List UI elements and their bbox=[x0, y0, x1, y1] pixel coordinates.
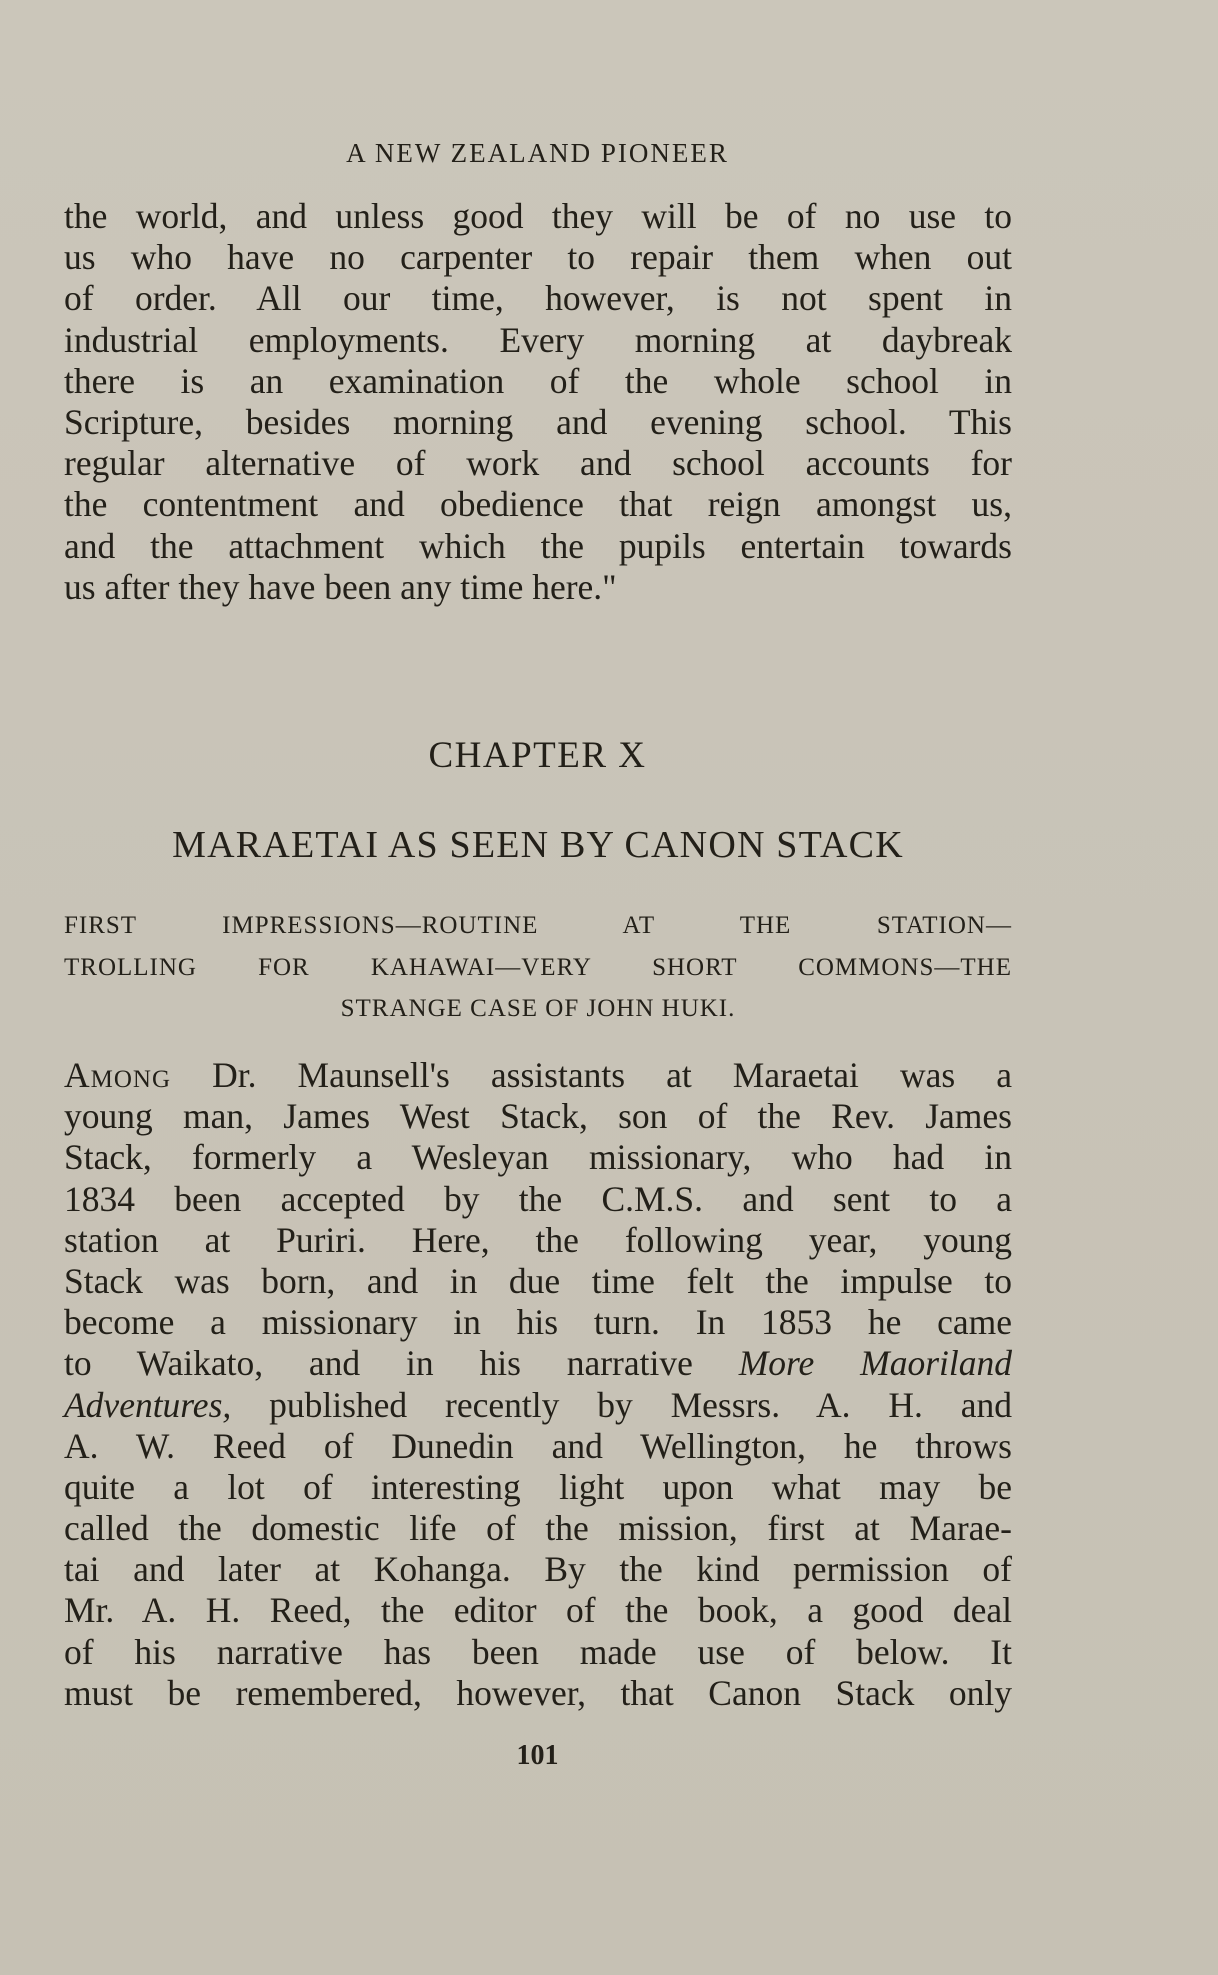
text-line bbox=[64, 1385, 1012, 1426]
text-line: young man, James West Stack, son of the Rev. James bbox=[64, 1096, 1012, 1137]
text-segment: Dr. Maunsell's assistants at Maraetai was a bbox=[171, 1055, 1012, 1095]
text-line: us who have no carpenter to repair them when out bbox=[64, 237, 1012, 278]
synopsis-line: FIRST IMPRESSIONS—ROUTINE AT THE STATION— bbox=[64, 912, 1012, 939]
text-line: A. W. Reed of Dunedin and Wellington, he throws bbox=[64, 1425, 1012, 1466]
text-segment: to Waikato, and in his narrative bbox=[64, 1343, 739, 1384]
chapter-title: MARAETAI AS SEEN BY CANON STACK bbox=[172, 824, 904, 866]
page-number: 101 bbox=[516, 1740, 559, 1771]
text-line: become a missionary in his turn. In 1853 he came bbox=[64, 1302, 1012, 1343]
chapter-synopsis bbox=[64, 905, 1012, 1030]
text-line: and the attachment which the pupils entertain towards bbox=[64, 525, 1012, 566]
text-line: industrial employments. Every morning at daybreak bbox=[64, 319, 1012, 360]
synopsis-line: TROLLING FOR KAHAWAI—VERY SHORT COMMONS—THE bbox=[64, 953, 1012, 981]
paragraph-continuation bbox=[64, 196, 1012, 608]
book-title: More Maoriland bbox=[738, 1343, 1012, 1384]
paragraph-body bbox=[64, 1055, 1012, 1714]
text-line: us after they have been any time here." bbox=[64, 566, 617, 607]
text-line: tai and later at Kohanga. By the kind permission of bbox=[64, 1549, 1012, 1590]
text-line: station at Puriri. Here, the following year, young bbox=[64, 1219, 1012, 1260]
text-line: Stack was born, and in due time felt the impulse to bbox=[64, 1260, 1012, 1301]
synopsis-line: STRANGE CASE OF JOHN HUKI. bbox=[340, 995, 736, 1022]
text-line: Scripture, besides morning and evening school. This bbox=[64, 401, 1012, 442]
text-line: Stack, formerly a Wesleyan missionary, who had in bbox=[64, 1137, 1012, 1178]
text-line: 1834 been accepted by the C.M.S. and sent to a bbox=[64, 1178, 1012, 1219]
text-line: must be remembered, however, that Canon Stack only bbox=[64, 1672, 1012, 1713]
text-line: regular alternative of work and school accounts for bbox=[64, 443, 1012, 484]
text-line bbox=[64, 1343, 1012, 1384]
chapter-number: CHAPTER X bbox=[428, 735, 647, 776]
book-title: Adventures, bbox=[64, 1384, 232, 1425]
text-line: of order. All our time, however, is not spent in bbox=[64, 278, 1012, 319]
text-line: of his narrative has been made use of below. It bbox=[64, 1631, 1012, 1672]
text-segment: published recently by Messrs. A. H. and bbox=[231, 1384, 1012, 1425]
text-line: there is an examination of the whole school in bbox=[64, 360, 1012, 401]
opening-word: Among bbox=[64, 1055, 172, 1095]
text-line: quite a lot of interesting light upon what may be bbox=[64, 1466, 1012, 1507]
text-line: the world, and unless good they will be of no use to bbox=[64, 196, 1012, 236]
text-line: the contentment and obedience that reign amongst us, bbox=[64, 484, 1012, 525]
running-head: A NEW ZEALAND PIONEER bbox=[346, 138, 729, 168]
text-line: Mr. A. H. Reed, the editor of the book, a good deal bbox=[64, 1590, 1012, 1631]
text-line bbox=[64, 1055, 1012, 1096]
text-line: called the domestic life of the mission, first at Marae- bbox=[64, 1508, 1012, 1549]
